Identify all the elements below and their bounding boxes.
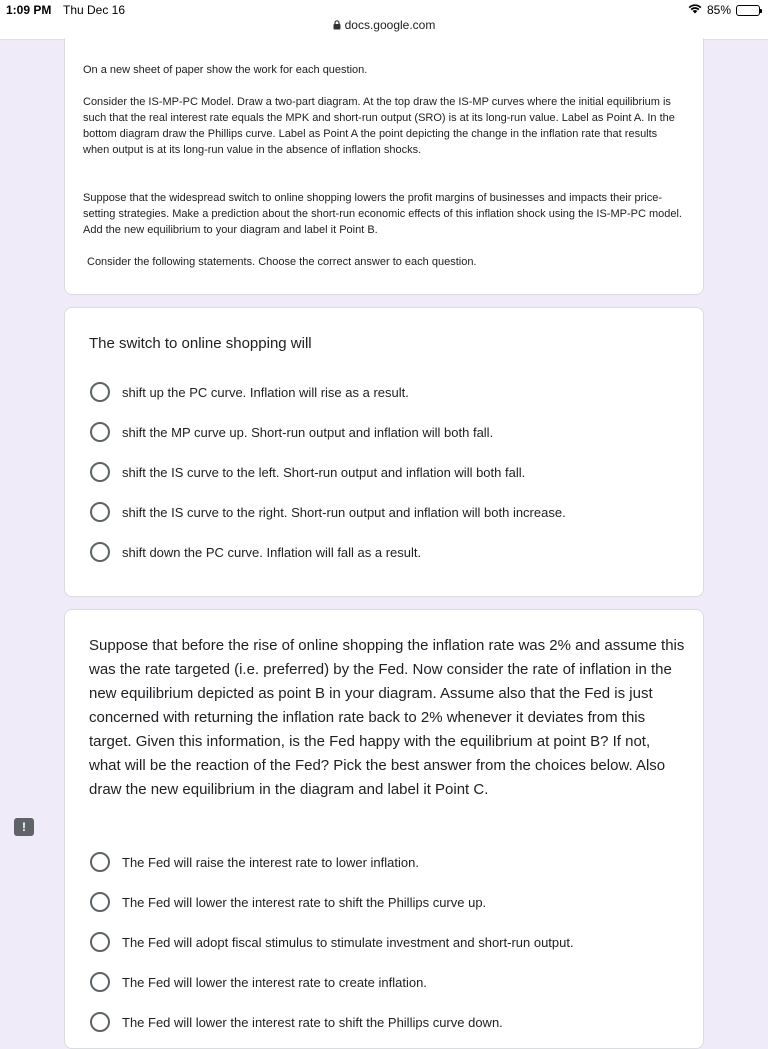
radio-button[interactable] bbox=[90, 932, 110, 952]
radio-button[interactable] bbox=[90, 462, 110, 482]
q1-option-1[interactable] bbox=[90, 380, 680, 404]
q1-option-4[interactable] bbox=[90, 500, 680, 524]
status-bar bbox=[0, 0, 768, 40]
option-label: shift the MP curve up. Short-run output and inflation will both fall. bbox=[122, 424, 494, 440]
option-label: shift the IS curve to the left. Short-run output and inflation will both fall. bbox=[122, 464, 526, 480]
option-label: The Fed will adopt fiscal stimulus to stimulate investment and short-run output. bbox=[122, 934, 574, 950]
lock-icon bbox=[333, 20, 341, 30]
status-right bbox=[688, 3, 760, 17]
q2-option-5[interactable] bbox=[90, 1010, 680, 1034]
description-paragraph-3: Suppose that the widespread switch to online shopping lowers the profit margins of businesses and impacts their price-setting strategies. Make a prediction about the short-run economic effects of this inflation shock using the IS-MP-PC model. Add the new equilibrium to your diagram and label it Point B. bbox=[83, 192, 682, 236]
battery-icon bbox=[736, 5, 760, 16]
option-label: shift down the PC curve. Inflation will fall as a result. bbox=[122, 544, 422, 560]
report-problem-button[interactable]: ! bbox=[14, 818, 34, 836]
question-2-title: Suppose that before the rise of online shopping the inflation rate was 2% and assume this was the rate targeted (i.e. preferred) by the Fed. Now consider the rate of inflation in the new equilibrium depicted as point B in your diagram. Assume also that the Fed is just concerned with returning the inflation rate back to 2% whenever it deviates from this target. Given this information, is the Fed happy with the equilibrium at point B? If not, what will be the reaction of the Fed? Pick the best answer from the choices below. Also draw the new equilibrium in the diagram and label it Point C. bbox=[89, 637, 685, 798]
option-label: The Fed will lower the interest rate to shift the Phillips curve up. bbox=[122, 894, 487, 910]
radio-button[interactable] bbox=[90, 972, 110, 992]
radio-button[interactable] bbox=[90, 1012, 110, 1032]
q2-option-3[interactable] bbox=[90, 930, 680, 954]
wifi-icon bbox=[688, 3, 702, 17]
option-label: The Fed will lower the interest rate to create inflation. bbox=[122, 974, 427, 990]
question-card-1 bbox=[64, 307, 704, 597]
q2-option-1[interactable] bbox=[90, 850, 680, 874]
q1-option-3[interactable] bbox=[90, 460, 680, 484]
q2-option-2[interactable] bbox=[90, 890, 680, 914]
status-day: Thu Dec 16 bbox=[63, 3, 126, 17]
q1-option-5[interactable] bbox=[90, 540, 680, 564]
option-label: The Fed will raise the interest rate to lower inflation. bbox=[122, 854, 419, 870]
description-paragraph-2: Consider the IS-MP-PC Model. Draw a two-part diagram. At the top draw the IS-MP curves where the initial equilibrium is such that the real interest rate equals the MPK and short-run output (SRO) is at its long-run value. Label as Point A. In the bottom diagram draw the Phillips curve. Label as Point A the point depicting the change in the inflation rate that results when output is at its long-run value in the absence of inflation shocks. bbox=[83, 96, 675, 156]
question-1-title: The switch to online shopping will bbox=[89, 335, 312, 352]
battery-percent: 85% bbox=[706, 3, 731, 17]
q1-option-2[interactable] bbox=[90, 420, 680, 444]
option-label: shift up the PC curve. Inflation will rise as a result. bbox=[122, 384, 409, 400]
question-card-2 bbox=[64, 609, 704, 1049]
form-description-card bbox=[64, 38, 704, 295]
radio-button[interactable] bbox=[90, 422, 110, 442]
address-bar[interactable] bbox=[0, 18, 768, 32]
radio-button[interactable] bbox=[90, 542, 110, 562]
q2-option-4[interactable] bbox=[90, 970, 680, 994]
status-time: 1:09 PM bbox=[6, 3, 52, 17]
radio-button[interactable] bbox=[90, 852, 110, 872]
radio-button[interactable] bbox=[90, 502, 110, 522]
description-paragraph-1: On a new sheet of paper show the work for each question. bbox=[83, 64, 368, 76]
radio-button[interactable] bbox=[90, 892, 110, 912]
option-label: shift the IS curve to the right. Short-run output and inflation will both increase. bbox=[122, 504, 566, 520]
radio-button[interactable] bbox=[90, 382, 110, 402]
url-text: docs.google.com bbox=[344, 18, 436, 32]
description-paragraph-4: Consider the following statements. Choose the correct answer to each question. bbox=[87, 256, 477, 268]
option-label: The Fed will lower the interest rate to shift the Phillips curve down. bbox=[122, 1014, 503, 1030]
